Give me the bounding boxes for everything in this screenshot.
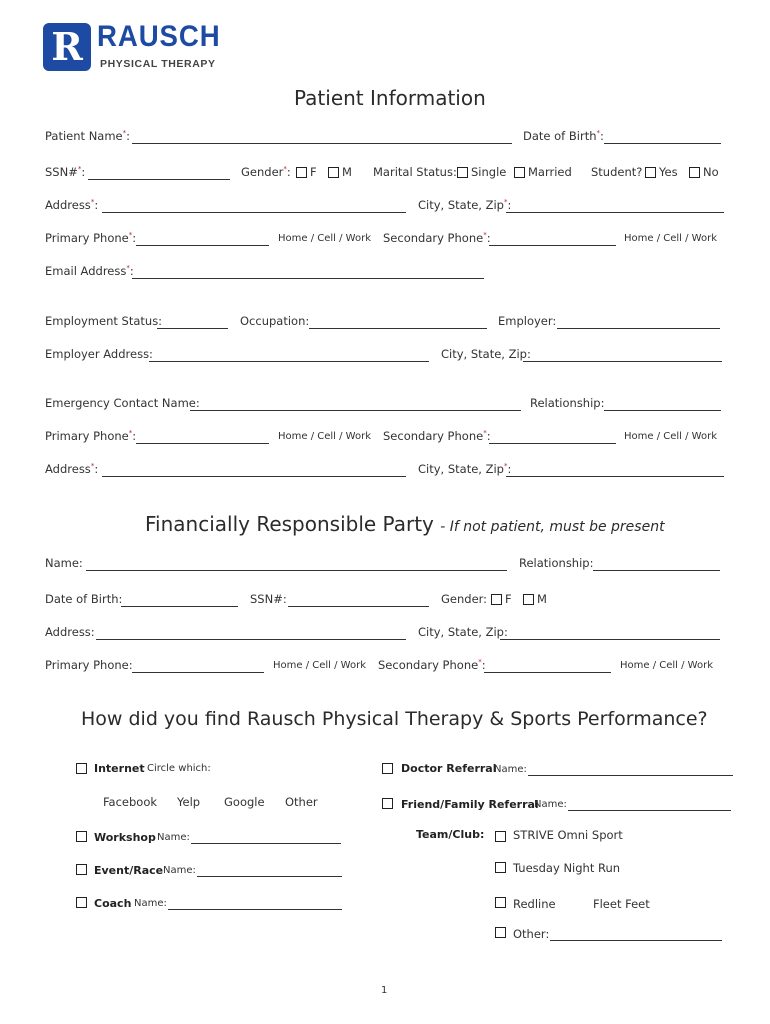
fin-primary-phone-field[interactable] — [132, 672, 264, 673]
workshop-label: Workshop — [94, 831, 156, 844]
patient-name-field[interactable] — [132, 143, 512, 144]
fin-gender-m-checkbox[interactable] — [523, 594, 534, 605]
option-facebook[interactable]: Facebook — [103, 795, 158, 809]
fin-dob-field[interactable] — [121, 606, 238, 607]
fin-city-label: City, State, Zip: — [418, 625, 508, 639]
doctor-name-label: Name: — [494, 764, 527, 775]
redline-checkbox[interactable] — [495, 897, 506, 908]
employment-status-label: Employment Status: — [45, 314, 163, 328]
option-other[interactable]: Other — [285, 795, 318, 809]
workshop-name-field[interactable] — [191, 843, 341, 844]
fin-primary-phone-label: Primary Phone: — [45, 658, 133, 672]
other-club-label: Other: — [513, 927, 550, 941]
student-yes-checkbox[interactable] — [645, 167, 656, 178]
financial-section-title: Financially Responsible Party - If not patient, must be present — [145, 512, 665, 536]
employer-city-field[interactable] — [523, 361, 722, 362]
option-google[interactable]: Google — [224, 795, 265, 809]
address-field[interactable] — [102, 212, 406, 213]
event-race-checkbox[interactable] — [76, 864, 87, 875]
event-name-label: Name: — [163, 865, 196, 876]
friend-family-checkbox[interactable] — [382, 798, 393, 809]
ssn-label: SSN#*: — [45, 165, 86, 179]
fin-gender-f-label: F — [505, 592, 512, 606]
employment-status-field[interactable] — [157, 328, 228, 329]
email-label: Email Address*: — [45, 264, 134, 278]
fin-ssn-label: SSN#: — [250, 592, 287, 606]
financial-section-subtitle: - If not patient, must be present — [440, 519, 665, 535]
secondary-phone-label: Secondary Phone*: — [383, 231, 491, 245]
emergency-city-field[interactable] — [506, 476, 724, 477]
emergency-city-label: City, State, Zip*: — [418, 462, 512, 476]
emergency-contact-field[interactable] — [190, 410, 521, 411]
student-no-checkbox[interactable] — [689, 167, 700, 178]
fin-relationship-field[interactable] — [593, 570, 720, 571]
single-checkbox[interactable] — [457, 167, 468, 178]
married-label: Married — [528, 165, 572, 179]
primary-phone-type: Home / Cell / Work — [278, 233, 371, 244]
married-checkbox[interactable] — [514, 167, 525, 178]
internet-checkbox[interactable] — [76, 763, 87, 774]
redline-label: Redline — [513, 897, 556, 911]
emergency-primary-phone-field[interactable] — [136, 443, 269, 444]
secondary-phone-field[interactable] — [489, 245, 616, 246]
employer-field[interactable] — [557, 328, 720, 329]
address-label: Address*: — [45, 198, 99, 212]
emergency-relationship-field[interactable] — [604, 410, 721, 411]
student-label: Student? — [591, 165, 643, 179]
emergency-address-label: Address*: — [45, 462, 99, 476]
emergency-secondary-phone-type: Home / Cell / Work — [624, 431, 717, 442]
logo-name: RAUSCH — [97, 20, 221, 53]
fin-secondary-phone-type: Home / Cell / Work — [620, 660, 713, 671]
page-number: 1 — [381, 985, 388, 996]
emergency-secondary-phone-label: Secondary Phone*: — [383, 429, 491, 443]
dob-label: Date of Birth*: — [523, 129, 604, 143]
strive-checkbox[interactable] — [495, 831, 506, 842]
gender-f-label: F — [310, 165, 317, 179]
referral-section-title: How did you find Rausch Physical Therapy & Sports Performance? — [81, 708, 708, 730]
fleet-feet-label: Fleet Feet — [593, 897, 650, 911]
workshop-name-label: Name: — [157, 832, 190, 843]
email-field[interactable] — [132, 278, 484, 279]
coach-label: Coach — [94, 897, 132, 910]
fin-gender-m-label: M — [537, 592, 547, 606]
employer-city-label: City, State, Zip: — [441, 347, 531, 361]
fin-relationship-label: Relationship: — [519, 556, 594, 570]
dob-field[interactable] — [604, 143, 721, 144]
employer-address-label: Employer Address: — [45, 347, 153, 361]
doctor-referral-label: Doctor Referral — [401, 762, 497, 775]
coach-name-field[interactable] — [168, 909, 342, 910]
city-state-zip-label: City, State, Zip*: — [418, 198, 512, 212]
workshop-checkbox[interactable] — [76, 831, 87, 842]
fin-name-label: Name: — [45, 556, 83, 570]
logo-subtitle: PHYSICAL THERAPY — [100, 58, 216, 70]
emergency-contact-label: Emergency Contact Name: — [45, 396, 200, 410]
doctor-name-field[interactable] — [528, 775, 733, 776]
fin-gender-f-checkbox[interactable] — [491, 594, 502, 605]
ssn-field[interactable] — [88, 179, 230, 180]
emergency-secondary-phone-field[interactable] — [489, 443, 616, 444]
friend-name-label: Name: — [534, 799, 567, 810]
occupation-label: Occupation: — [240, 314, 310, 328]
fin-ssn-field[interactable] — [288, 606, 429, 607]
fin-secondary-phone-label: Secondary Phone*: — [378, 658, 486, 672]
logo-mark: R — [43, 23, 91, 71]
other-club-field[interactable] — [550, 940, 722, 941]
gender-f-checkbox[interactable] — [296, 167, 307, 178]
primary-phone-field[interactable] — [136, 245, 269, 246]
primary-phone-label: Primary Phone*: — [45, 231, 137, 245]
emergency-address-field[interactable] — [102, 476, 406, 477]
fin-address-label: Address: — [45, 625, 95, 639]
city-state-zip-field[interactable] — [506, 212, 724, 213]
emergency-relationship-label: Relationship: — [530, 396, 605, 410]
event-race-label: Event/Race — [94, 864, 164, 877]
student-yes-label: Yes — [659, 165, 678, 179]
gender-m-label: M — [342, 165, 352, 179]
single-label: Single — [471, 165, 507, 179]
friend-name-field[interactable] — [568, 810, 731, 811]
internet-label: Internet — [94, 762, 145, 775]
student-no-label: No — [703, 165, 719, 179]
gender-m-checkbox[interactable] — [328, 167, 339, 178]
gender-label: Gender*: — [241, 165, 291, 179]
emergency-primary-phone-type: Home / Cell / Work — [278, 431, 371, 442]
secondary-phone-type: Home / Cell / Work — [624, 233, 717, 244]
coach-checkbox[interactable] — [76, 897, 87, 908]
fin-primary-phone-type: Home / Cell / Work — [273, 660, 366, 671]
fin-city-field[interactable] — [500, 639, 720, 640]
fin-secondary-phone-field[interactable] — [484, 672, 611, 673]
tuesday-night-run-label: Tuesday Night Run — [513, 861, 621, 875]
occupation-field[interactable] — [309, 328, 487, 329]
event-name-field[interactable] — [197, 876, 342, 877]
team-club-label: Team/Club: — [416, 828, 485, 841]
coach-name-label: Name: — [134, 898, 167, 909]
doctor-referral-checkbox[interactable] — [382, 763, 393, 774]
employer-address-field[interactable] — [149, 361, 429, 362]
marital-label: Marital Status: — [373, 165, 457, 179]
friend-family-label: Friend/Family Referral — [401, 798, 539, 811]
tuesday-night-run-checkbox[interactable] — [495, 862, 506, 873]
fin-dob-label: Date of Birth: — [45, 592, 123, 606]
fin-gender-label: Gender: — [441, 592, 488, 606]
fin-name-field[interactable] — [86, 570, 507, 571]
patient-section-title: Patient Information — [294, 86, 486, 110]
patient-name-label: Patient Name*: — [45, 129, 130, 143]
other-club-checkbox[interactable] — [495, 927, 506, 938]
strive-label: STRIVE Omni Sport — [513, 828, 623, 842]
option-yelp[interactable]: Yelp — [177, 795, 201, 809]
employer-label: Employer: — [498, 314, 557, 328]
circle-which-label: Circle which: — [147, 763, 211, 774]
fin-address-field[interactable] — [96, 639, 406, 640]
emergency-primary-phone-label: Primary Phone*: — [45, 429, 137, 443]
